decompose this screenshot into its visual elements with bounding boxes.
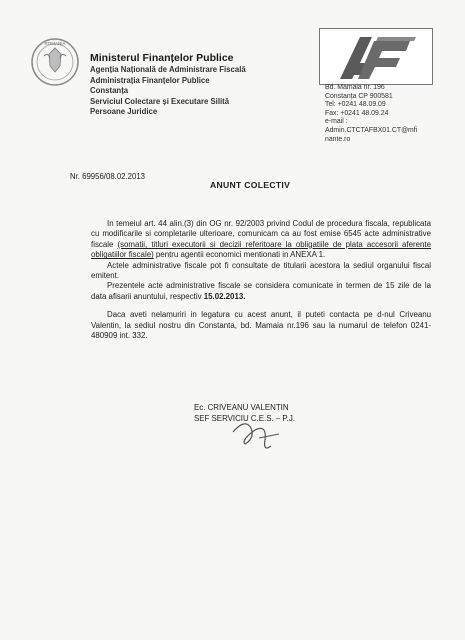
document-title: ANUNT COLECTIV: [210, 180, 291, 190]
deadline-date: 15.02.2013.: [203, 291, 246, 301]
handwritten-signature: [215, 410, 295, 460]
contact-line: e-mail :: [325, 118, 348, 126]
paragraph-2: Actele administrative fiscale pot fi consultate de titularii acestora la sediul organului fiscal emitent.: [91, 260, 431, 281]
contact-email-cont[interactable]: nante.ro: [325, 135, 351, 143]
paragraph-3: Prezentele acte administrative fiscale se considera comunicate in termen de 15 zile de la data afisarii anuntului, respectiv 15.02.2013.: [91, 281, 431, 301]
af-logo-icon: [320, 29, 432, 84]
registration-number: Nr. 69956/08.02.2013: [70, 172, 145, 181]
signatory-role: SEF SERVICIU C.E.S. – P.J.: [194, 413, 296, 423]
header-line: Agenția Națională de Administrare Fiscală: [90, 65, 246, 74]
header-line: Serviciul Colectare și Executare Silită: [90, 96, 230, 106]
contact-line: Fax: +0241 48.09.24: [325, 109, 389, 117]
header-line: Administrația Finanțelor Publice: [90, 75, 210, 85]
af-logo: [319, 28, 433, 85]
contact-line: Tel: +0241 48.09.09: [325, 101, 386, 109]
ministry-name: Ministerul Finanțelor Publice: [90, 52, 234, 64]
header-line: Constanța: [90, 86, 129, 95]
contact-line: Constanța CP 900581: [325, 92, 393, 100]
underlined-acts: (somatii, titluri executorii si decizii referitoare la obligatiile de plata accesorii aferente obligatiilor fiscale): [91, 239, 431, 260]
contact-email[interactable]: Admin.CTCTAFBX01.CT@mfi: [325, 126, 418, 134]
coat-of-arms-seal: [30, 36, 80, 88]
contact-line: Bd. Mamaia nr. 196: [325, 84, 385, 91]
document-body: [91, 219, 431, 341]
paragraph-4: Daca aveti nelamuriri in legatura cu acest anunt, il puteti contacta pe d-nul Criveanu Valentin, la sediul nostru din Constanta, bd. Mamaia nr.196 sau la numarul de telefon 0241-480909 int. 332.: [91, 310, 431, 341]
institution-header: [90, 52, 290, 118]
contact-block: [325, 84, 445, 144]
paragraph-1: In temeiul art. 44 alin.(3) din OG nr. 92/2003 privind Codul de procedura fiscala, republicata cu modificarile si completarile ulterioare, comunicam ca au fost emise 6545 acte administrative fiscale (somatii, titluri executorii si decizii referitoare la obligatiile de plata accesorii aferente obligatiilor fiscale) pentru agentii economici mentionati in ANEXA 1.: [91, 219, 431, 260]
signatory-name: Ec. CRIVEANU VALENTIN: [194, 403, 289, 412]
seal-text: ROMANIA: [44, 41, 66, 46]
header-line: Persoane Juridice: [90, 107, 158, 116]
